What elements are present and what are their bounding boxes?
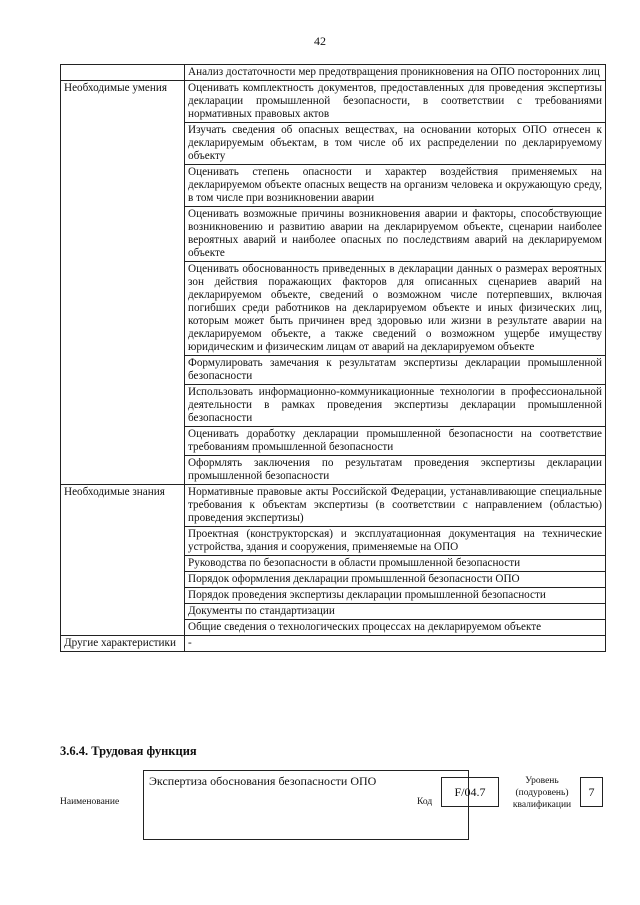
row-text: Оценивать комплектность документов, предоставленных для проведения экспертизы декларации промышленной безопасности, в соответствии с требованиями нормативных правовых актов bbox=[185, 81, 606, 123]
table-row bbox=[61, 485, 606, 527]
row-text: Оценивать доработку декларации промышленной безопасности на соответствие требованиям промышленной безопасности bbox=[185, 427, 606, 456]
code-label: Код bbox=[417, 797, 433, 807]
table-row bbox=[61, 65, 606, 81]
page-number: 42 bbox=[314, 34, 326, 48]
row-category-label: Необходимые знания bbox=[61, 485, 185, 636]
level-label-line-1: Уровень bbox=[525, 776, 559, 786]
labor-function-row bbox=[60, 770, 620, 840]
row-text: Руководства по безопасности в области промышленной безопасности bbox=[185, 556, 606, 572]
function-code-box: F/04.7 bbox=[441, 777, 499, 807]
table-row bbox=[61, 81, 606, 123]
skills-knowledge-table bbox=[60, 64, 606, 652]
row-text: Порядок проведения экспертизы декларации промышленной безопасности bbox=[185, 588, 606, 604]
row-text: Оценивать обоснованность приведенных в декларации данных о размерах вероятных зон действия поражающих факторов для описанных сценариев аварий на декларируемом объекте, сведений о возможном числе потерпевших, включая погибших среди работников на декларируемом объекте и иных физических лиц, которым может быть причинен вред здоровью или жизни в результате аварии на декларируемом объекте, а также сведений о возможном ущербе имуществу юридическим и физическим лицам от аварий на декларируемом объекте bbox=[185, 262, 606, 356]
row-category-label bbox=[61, 65, 185, 81]
row-text: Документы по стандартизации bbox=[185, 604, 606, 620]
row-text: Проектная (конструкторская) и эксплуатационная документация на технические устройства, здания и сооружения, применяемые на ОПО bbox=[185, 527, 606, 556]
section-title: 3.6.4. Трудовая функция bbox=[60, 744, 197, 758]
level-label-line-3: квалификации bbox=[512, 800, 572, 810]
level-value-box: 7 bbox=[580, 777, 603, 807]
level-label bbox=[508, 775, 576, 811]
row-text: Изучать сведения об опасных веществах, на основании которых ОПО отнесен к декларируемым объектам, в том числе об их распределении по декларируемому объекту bbox=[185, 123, 606, 165]
row-category-label: Необходимые умения bbox=[61, 81, 185, 485]
level-label-line-2: (подуровень) bbox=[515, 788, 569, 798]
row-text: Порядок оформления декларации промышленной безопасности ОПО bbox=[185, 572, 606, 588]
row-text: Общие сведения о технологических процессах на декларируемом объекте bbox=[185, 620, 606, 636]
function-name-value: Экспертиза обоснования безопасности ОПО bbox=[149, 774, 377, 788]
row-category-label: Другие характеристики bbox=[61, 636, 185, 652]
name-label: Наименование bbox=[60, 797, 120, 807]
row-text: Нормативные правовые акты Российской Федерации, устанавливающие специальные требования к объектам экспертизы (в соответствии с направлением (областью) проведения экспертизы) bbox=[185, 485, 606, 527]
row-text: - bbox=[185, 636, 606, 652]
row-text: Анализ достаточности мер предотвращения проникновения на ОПО посторонних лиц bbox=[185, 65, 606, 81]
row-text: Оформлять заключения по результатам проведения экспертизы декларации промышленной безопасности bbox=[185, 456, 606, 485]
row-text: Оценивать степень опасности и характер воздействия применяемых на декларируемом объекте опасных веществ на организм человека и окружающую среду, в том числе при возникновении аварии bbox=[185, 165, 606, 207]
row-text: Формулировать замечания к результатам экспертизы декларации промышленной безопасности bbox=[185, 356, 606, 385]
table-row bbox=[61, 636, 606, 652]
row-text: Использовать информационно-коммуникационные технологии в профессиональной деятельности в рамках проведения экспертизы декларации промышленной безопасности bbox=[185, 385, 606, 427]
row-text: Оценивать возможные причины возникновения аварии и факторы, способствующие возникновению и развитию аварии на декларируемом объекте, сценарии наиболее вероятных аварий и наиболее опасных по последствиям аварий на декларируемом объекте bbox=[185, 207, 606, 262]
